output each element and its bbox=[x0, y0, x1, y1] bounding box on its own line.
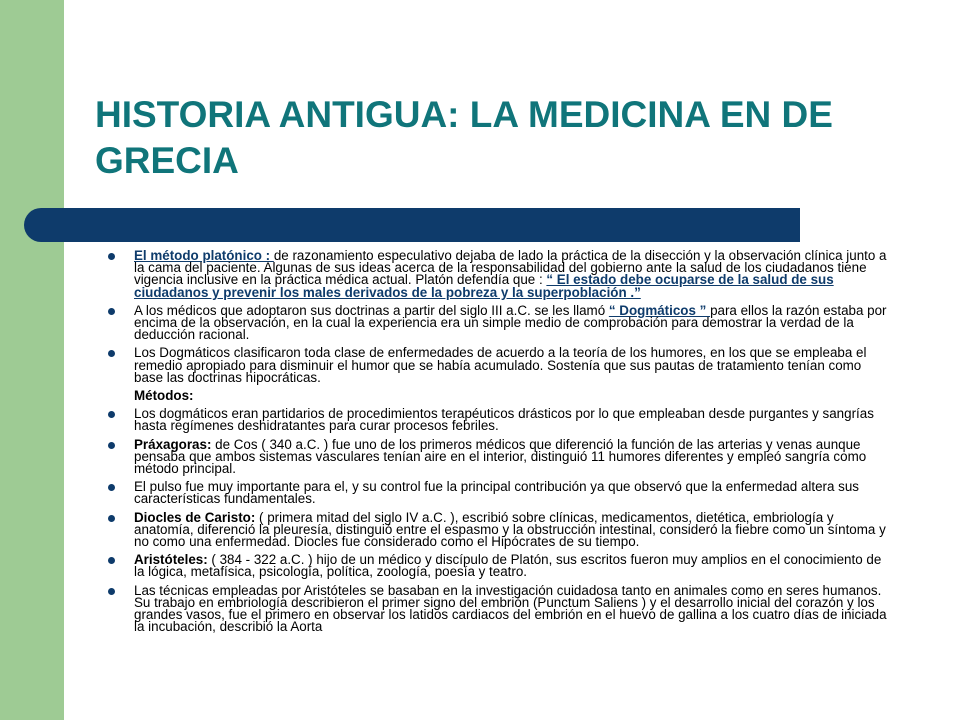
bullet-item bbox=[108, 390, 888, 402]
bullet-text: “ El estado debe ocuparse de la salud de sus ciudadanos y prevenir los males derivados de la pobreza y la superpoblación .” bbox=[134, 272, 834, 300]
bullet-text: Aristóteles: bbox=[134, 552, 208, 568]
bullet-text: Las técnicas empleadas por Aristóteles se basaban en la investigación cuidadosa tanto en animales como en seres humanos. Su trabajo en embriología describieron el primer signo del embrión (Punctum Saliens ) y el desarrollo inicial del corazón y los grandes vasos, fue el primero en observar los latidos cardiacos del embrión en el huevo de gallina a los cuatro días de iniciada la incubación, describió la Aorta bbox=[134, 582, 887, 635]
bullet-text: Los dogmáticos eran partidarios de procedimientos terapéuticos drásticos por lo que empleaban desde purgantes y sangrías hasta regímenes deshidratantes para curar procesos febriles. bbox=[134, 406, 874, 434]
bullet-dot-icon bbox=[108, 350, 115, 357]
bullet-text: Práxagoras: bbox=[134, 436, 212, 452]
bullet-item bbox=[108, 509, 888, 550]
bullet-item bbox=[108, 582, 888, 635]
bullet-text: de Cos ( 340 a.C. ) fue uno de los primeros médicos que diferenció la función de las arterias y venas aunque pensaba que ambos sistemas vasculares tenían aire en el interior, distinguió 11 humores diferentes y empleó sangría como método principal. bbox=[134, 436, 867, 477]
bullet-text: Métodos: bbox=[134, 388, 194, 404]
bullet-text: El método platónico : bbox=[134, 248, 274, 263]
bullet-dot-icon bbox=[108, 515, 115, 522]
bullet-dot-icon bbox=[108, 588, 115, 595]
bullet-dot-icon bbox=[108, 484, 115, 491]
bullet-text: ( 384 - 322 a.C. ) hijo de un médico y discípulo de Platón, sus escritos fueron muy amplios en el conocimiento de la lógica, metafísica, psicología, política, zoología, poesía y teatro. bbox=[134, 552, 882, 580]
bullet-dot-icon bbox=[108, 308, 115, 315]
slide-title: HISTORIA ANTIGUA: LA MEDICINA EN DE GRECIA bbox=[95, 94, 833, 181]
bullet-item bbox=[108, 250, 888, 299]
bullet-dot-icon bbox=[108, 557, 115, 564]
bullet-item bbox=[108, 554, 888, 578]
bullet-text: ( primera mitad del siglo IV a.C. ), escribió sobre clínicas, medicamentos, dietética, embriología y anatomía, diferenció la pleuresía, distinguió entre el espasmo y la obstrucción intestinal, consideró la fiebre como un síntoma y no como una enfermedad. Diocles fue considerado como el Hipócrates de su tiempo. bbox=[134, 509, 886, 550]
bullet-list bbox=[108, 250, 888, 639]
bullet-text: Diocles de Caristo: bbox=[134, 509, 256, 525]
bullet-text: Los Dogmáticos clasificaron toda clase de enfermedades de acuerdo a la teoría de los humores, en los que se empleaba el remedio apropiado para disminuir el humor que se había acumulado. Sostenía que sus pautas de tratamiento tenían como base las doctrinas hipocráticas. bbox=[134, 345, 867, 385]
bullet-item bbox=[108, 481, 888, 505]
bullet-text: “ Dogmáticos ” bbox=[608, 302, 711, 318]
bullet-dot-icon bbox=[108, 442, 115, 449]
bullet-item bbox=[108, 302, 888, 343]
bullet-text: de razonamiento especulativo dejaba de lado la práctica de la disección y la observación clínica junto a la cama del paciente. Algunas de sus ideas acerca de la responsabilidad del gobierno ante la salud de los ciudadanos tiene vigencia inclusive en la práctica médica actual. Platón defendía que : bbox=[134, 248, 887, 288]
bullet-dot-icon bbox=[108, 411, 115, 418]
bullet-dot-icon bbox=[108, 253, 115, 260]
title-underline-bar bbox=[24, 208, 800, 242]
bullet-text: A los médicos que adoptaron sus doctrinas a partir del siglo III a.C. se les llamó bbox=[134, 302, 609, 318]
bullet-text: El pulso fue muy importante para el, y su control fue la principal contribución ya que observó que la enfermedad altera sus características fundamentales. bbox=[134, 479, 859, 507]
bullet-item bbox=[108, 347, 888, 384]
bullet-item bbox=[108, 408, 888, 432]
bullet-text: para ellos la razón estaba por encima de la observación, en la cual la experiencia era un simple medio de comprobación para demostrar la verdad de la deducción racional. bbox=[134, 302, 887, 343]
bullet-item bbox=[108, 436, 888, 477]
